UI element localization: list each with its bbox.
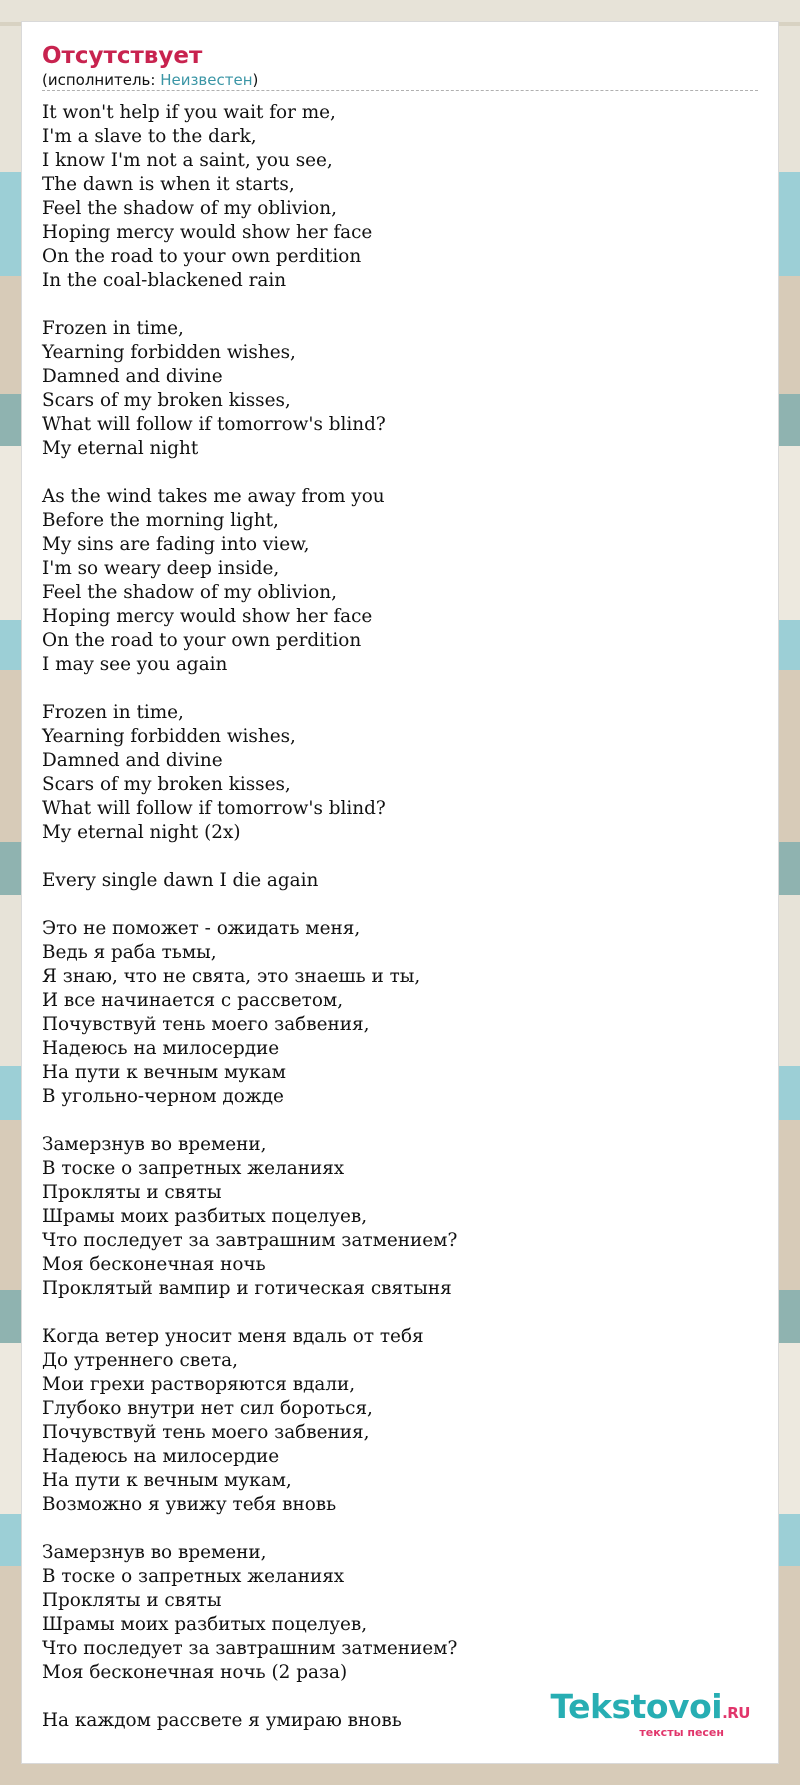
lyric-line: До утреннего света, (42, 1350, 238, 1371)
lyric-line: На пути к вечным мукам, (42, 1470, 292, 1491)
lyric-line: Every single dawn I die again (42, 870, 319, 891)
lyric-line: Возможно я увижу тебя вновь (42, 1494, 337, 1515)
lyric-line: I'm a slave to the dark, (42, 126, 257, 147)
lyric-line: Damned and divine (42, 366, 223, 387)
lyrics-stanza (42, 701, 758, 845)
lyric-line: My sins are fading into view, (42, 534, 310, 555)
site-logo[interactable] (550, 1687, 750, 1739)
lyric-line: I may see you again (42, 654, 228, 675)
lyric-line: Замерзнув во времени, (42, 1134, 267, 1155)
lyric-line: Прокляты и святы (42, 1590, 222, 1611)
lyric-line: Frozen in time, (42, 318, 184, 339)
lyric-line: On the road to your own perdition (42, 630, 362, 651)
artist-prefix: (исполнитель: (42, 71, 161, 89)
lyric-line: Надеюсь на милосердие (42, 1446, 280, 1467)
artist-link[interactable]: Неизвестен (160, 71, 253, 89)
lyric-line: Мои грехи растворяются вдали, (42, 1374, 356, 1395)
lyric-line: Scars of my broken kisses, (42, 774, 291, 795)
lyric-line: Что последует за завтрашним затмением? (42, 1230, 458, 1251)
lyrics-stanza (42, 917, 758, 1109)
lyrics-card (22, 22, 778, 1763)
artist-line (42, 71, 758, 91)
lyric-line: Шрамы моих разбитых поцелуев, (42, 1206, 368, 1227)
lyric-line: Почувствуй тень моего забвения, (42, 1014, 370, 1035)
lyrics-stanza (42, 317, 758, 461)
lyrics-stanza (42, 1541, 758, 1685)
lyric-line: Замерзнув во времени, (42, 1542, 267, 1563)
lyric-line: Моя бесконечная ночь (42, 1254, 266, 1275)
lyric-line: In the coal-blackened rain (42, 270, 287, 291)
lyric-line: I'm so weary deep inside, (42, 558, 280, 579)
lyric-line: Моя бесконечная ночь (2 раза) (42, 1662, 348, 1683)
lyric-line: As the wind takes me away from you (42, 486, 385, 507)
lyric-line: Feel the shadow of my oblivion, (42, 198, 337, 219)
lyric-line: What will follow if tomorrow's blind? (42, 414, 386, 435)
lyric-line: В тоске о запретных желаниях (42, 1566, 345, 1587)
logo-tagline: тексты песен (639, 1726, 724, 1739)
logo-wordmark (550, 1687, 750, 1730)
lyric-line: В тоске о запретных желаниях (42, 1158, 345, 1179)
lyric-line: Надеюсь на милосердие (42, 1038, 280, 1059)
lyric-line: Hoping mercy would show her face (42, 222, 373, 243)
lyric-line: На пути к вечным мукам (42, 1062, 286, 1083)
lyric-line: What will follow if tomorrow's blind? (42, 798, 386, 819)
lyric-line: И все начинается с рассветом, (42, 990, 344, 1011)
lyric-line: Почувствуй тень моего забвения, (42, 1422, 370, 1443)
lyrics-stanza (42, 485, 758, 677)
lyric-line: В угольно-черном дожде (42, 1086, 284, 1107)
lyric-line: Шрамы моих разбитых поцелуев, (42, 1614, 368, 1635)
lyric-line: Что последует за завтрашним затмением? (42, 1638, 458, 1659)
lyric-line: Yearning forbidden wishes, (42, 342, 296, 363)
lyrics-stanza (42, 1325, 758, 1517)
lyric-line: I know I'm not a saint, you see, (42, 150, 333, 171)
lyrics-stanza (42, 1133, 758, 1301)
lyric-line: It won't help if you wait for me, (42, 102, 336, 123)
lyrics-text (42, 101, 758, 1733)
lyric-line: Scars of my broken kisses, (42, 390, 291, 411)
lyric-line: Я знаю, что не свята, это знаешь и ты, (42, 966, 421, 987)
lyric-line: Когда ветер уносит меня вдаль от тебя (42, 1326, 424, 1347)
lyric-line: My eternal night (2x) (42, 822, 241, 843)
artist-suffix: ) (252, 71, 259, 89)
lyric-line: On the road to your own perdition (42, 246, 362, 267)
lyric-line: Проклятый вампир и готическая святыня (42, 1278, 452, 1299)
logo-name: Tekstovoi (550, 1687, 723, 1726)
lyric-line: Это не поможет - ожидать меня, (42, 918, 361, 939)
lyric-line: Hoping mercy would show her face (42, 606, 373, 627)
lyric-line: Frozen in time, (42, 702, 184, 723)
lyric-line: Ведь я раба тьмы, (42, 942, 217, 963)
lyric-line: Глубоко внутри нет сил бороться, (42, 1398, 373, 1419)
lyric-line: The dawn is when it starts, (42, 174, 295, 195)
lyric-line: Before the morning light, (42, 510, 279, 531)
logo-tld: .RU (722, 1704, 750, 1722)
lyric-line: Yearning forbidden wishes, (42, 726, 296, 747)
lyrics-stanza (42, 869, 758, 893)
lyrics-stanza (42, 101, 758, 293)
lyric-line: Damned and divine (42, 750, 223, 771)
lyric-line: Прокляты и святы (42, 1182, 222, 1203)
lyric-line: Feel the shadow of my oblivion, (42, 582, 337, 603)
lyric-line: My eternal night (42, 438, 199, 459)
lyric-line: На каждом рассвете я умираю вновь (42, 1710, 402, 1731)
song-title: Отсутствует (42, 43, 203, 69)
